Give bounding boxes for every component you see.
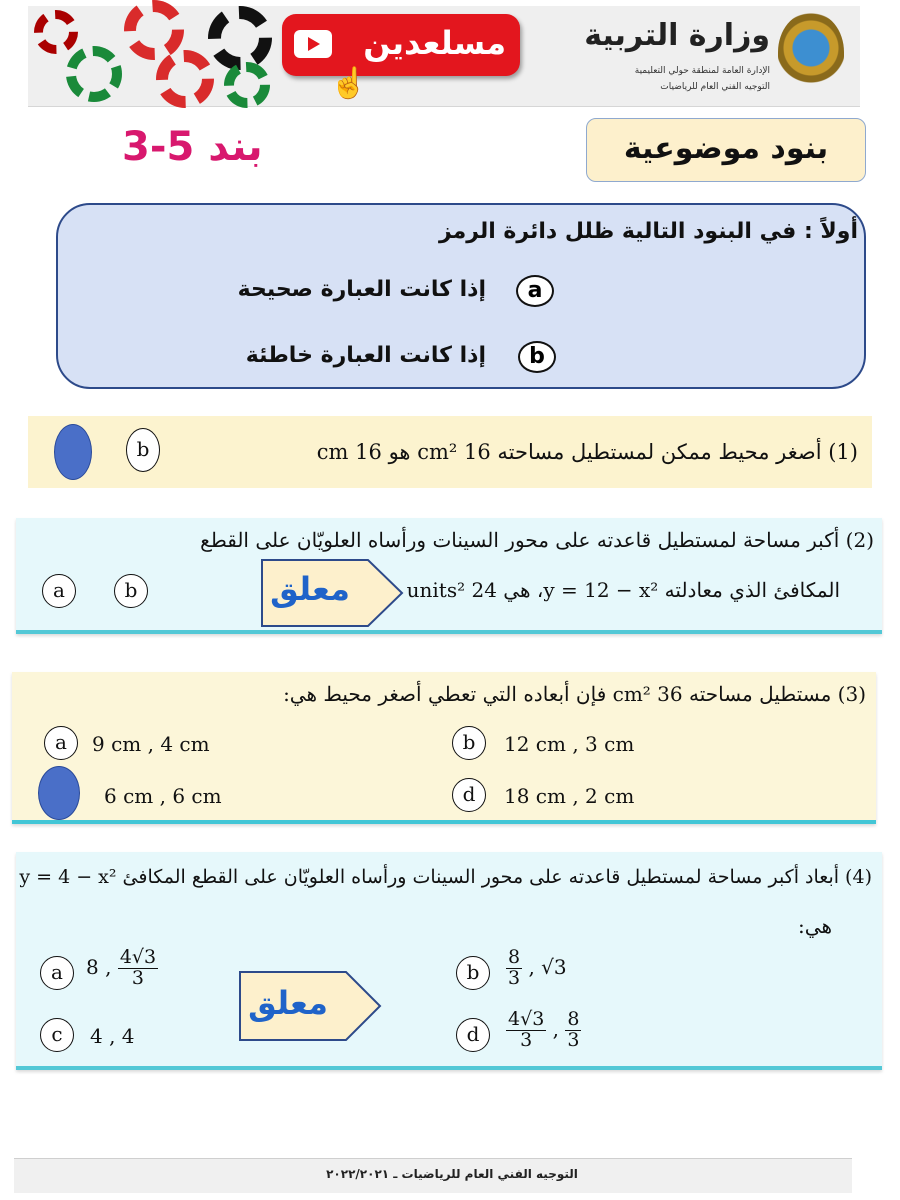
answer-bubble-a[interactable]: a (40, 956, 74, 990)
option-b-value: 12 cm , 3 cm (504, 732, 635, 756)
option-d-value (506, 1010, 581, 1051)
instructions-heading: أولاً : في البنود التالية ظلل دائرة الرمز (438, 219, 858, 244)
gear-icon (224, 62, 270, 108)
fraction-denominator: 3 (508, 966, 521, 989)
answer-bubble-d[interactable]: d (456, 1018, 490, 1052)
legend-bubble-a: a (516, 275, 554, 307)
gear-icon (208, 6, 272, 70)
fraction-numerator: 4√3 (119, 946, 157, 968)
objective-items-box (586, 118, 866, 182)
pending-tag-label: معلق (270, 570, 350, 608)
option-d-separator: , (552, 1016, 560, 1041)
legend-a-text: إذا كانت العبارة صحيحة (237, 277, 486, 302)
gear-icon (34, 10, 78, 54)
option-c-value: 4 , 4 (90, 1024, 135, 1048)
answer-bubble-a[interactable]: a (42, 574, 76, 608)
question-2-line-1: (2) أكبر مساحة لمستطيل قاعدته على محور السينات ورأساه العلويّان على القطع (200, 528, 874, 552)
pending-tag (238, 970, 382, 1042)
question-3-text: (3) مستطيل مساحته 36 cm² فإن أبعاده التي تعطي أصغر محيط هي: (283, 682, 866, 706)
option-b-value (506, 948, 567, 989)
answer-bubble-c[interactable]: c (40, 1018, 74, 1052)
question-4-panel (16, 852, 882, 1070)
option-a-prefix: 8 , (86, 954, 112, 979)
band-title: بند 5-3 (122, 124, 263, 170)
instructions-box (56, 203, 866, 389)
option-b-fraction (506, 948, 522, 989)
question-2-panel (16, 518, 882, 634)
answer-bubble-b[interactable]: b (456, 956, 490, 990)
ministry-subtitle: الإدارة العامة لمنطقة حولي التعليمية (634, 66, 770, 76)
option-b-suffix: , √3 (528, 954, 567, 979)
option-c-value: 6 cm , 6 cm (104, 784, 222, 808)
question-2-line-2: المكافئ الذي معادلته y = 12 − x²، هي 24 units² (406, 578, 840, 602)
option-d-fraction-2 (565, 1010, 581, 1051)
answer-bubble-a-selected[interactable] (54, 424, 92, 480)
answer-bubble-b[interactable]: b (452, 726, 486, 760)
fraction-numerator: 4√3 (508, 1008, 545, 1030)
option-a-fraction (118, 948, 158, 989)
answer-bubble-c-selected[interactable] (38, 766, 80, 820)
footer-bar (14, 1158, 852, 1193)
footer-text: التوجيه الفني العام للرياضيات ـ ٢٠٢٢/٢٠٢١ (326, 1167, 578, 1181)
question-4-line-1: (4) أبعاد أكبر مساحة لمستطيل قاعدته على محور السينات ورأساه العلويّان على القطع المكافئ y = 4 − x² (19, 866, 872, 888)
question-1-panel (28, 416, 872, 488)
pending-tag (260, 558, 404, 628)
legend-bubble-b: b (518, 341, 556, 373)
answer-bubble-b[interactable]: b (114, 574, 148, 608)
fraction-numerator: 8 (508, 946, 521, 968)
question-3-panel (12, 672, 876, 824)
gear-icon (156, 50, 214, 108)
pointer-hand-icon: ☝ (330, 66, 368, 101)
fraction-numerator: 8 (567, 1008, 580, 1030)
question-1-text: (1) أصغر محيط ممكن لمستطيل مساحته 16 cm² هو 16 cm (316, 440, 858, 464)
option-a-value (86, 948, 158, 989)
fraction-denominator: 3 (131, 966, 144, 989)
ministry-subtitle: التوجيه الفني العام للرياضيات (660, 82, 770, 92)
fraction-denominator: 3 (567, 1028, 580, 1051)
objective-items-title: بنود موضوعية (623, 131, 829, 166)
youtube-channel-button[interactable] (282, 14, 520, 76)
answer-bubble-b[interactable]: b (126, 428, 160, 472)
legend-b-text: إذا كانت العبارة خاطئة (245, 343, 486, 368)
option-d-value: 18 cm , 2 cm (504, 784, 635, 808)
option-d-fraction-1 (506, 1010, 546, 1051)
play-icon (294, 30, 332, 58)
pending-tag-label: معلق (248, 984, 328, 1022)
question-4-line-2: هي: (798, 914, 832, 938)
youtube-channel-label: مسلعدين (363, 24, 506, 62)
ministry-name: وزارة التربية (584, 18, 770, 53)
gear-icon (66, 46, 122, 102)
answer-bubble-a[interactable]: a (44, 726, 78, 760)
fraction-denominator: 3 (520, 1028, 533, 1051)
ministry-emblem-icon (778, 12, 844, 92)
option-a-value: 9 cm , 4 cm (92, 732, 210, 756)
answer-bubble-d[interactable]: d (452, 778, 486, 812)
